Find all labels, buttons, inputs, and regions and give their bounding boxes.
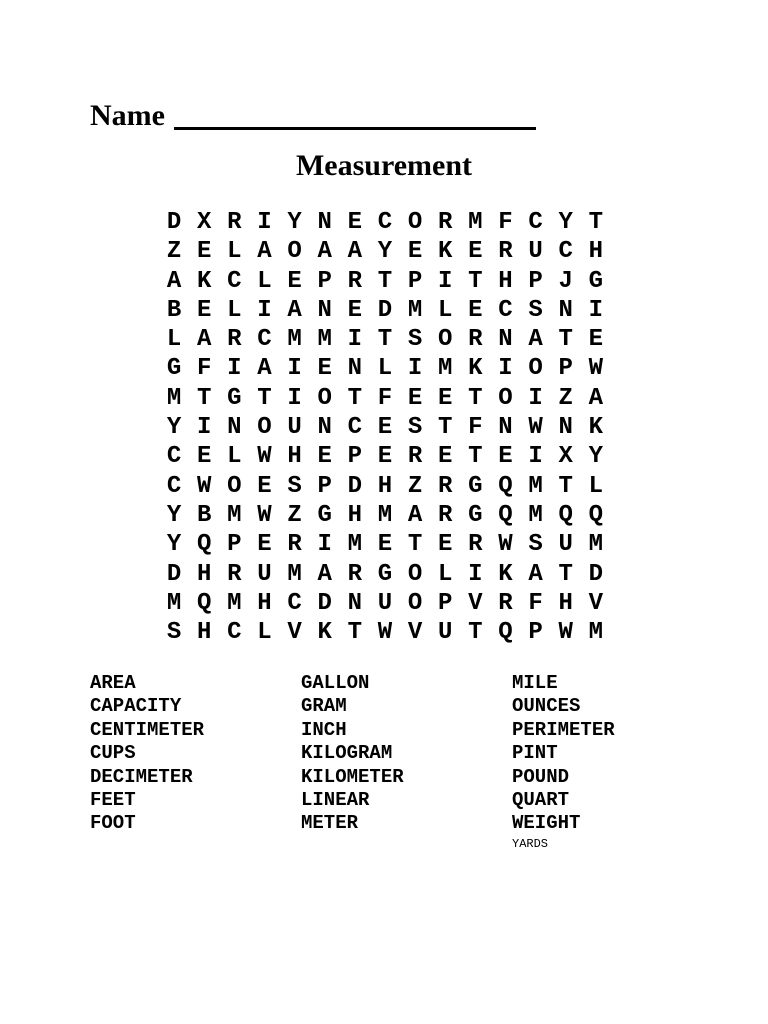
grid-letter[interactable]: W [528,414,543,442]
grid-letter[interactable]: A [317,238,332,266]
grid-letter[interactable]: T [196,384,212,412]
grid-letter[interactable]: N [498,414,513,442]
grid-letter[interactable]: M [588,619,604,647]
grid-row [159,237,611,266]
grid-letter[interactable]: E [468,238,483,266]
grid-letter[interactable]: M [227,501,242,529]
grid-letter[interactable]: A [317,560,332,588]
word-bank-item-small: YARDS [512,836,549,851]
grid-letter[interactable]: E [437,384,453,412]
word-bank-item: DECIMETER [90,765,193,788]
grid-row [159,442,611,471]
grid-letter[interactable]: N [317,209,332,236]
grid-letter[interactable]: G [166,355,182,383]
grid-letter[interactable]: O [528,355,543,383]
grid-letter[interactable]: N [498,326,513,354]
grid-letter[interactable]: C [227,267,242,295]
word-bank-item: QUART [512,788,570,811]
grid-letter[interactable]: E [317,443,332,471]
grid-letter[interactable]: V [407,619,423,647]
grid-row [159,208,611,237]
grid-letter[interactable]: M [166,384,182,412]
grid-letter[interactable]: M [528,501,543,529]
grid-letter[interactable]: R [407,443,423,471]
grid-letter[interactable]: E [498,443,513,471]
grid-letter[interactable]: O [257,414,272,442]
grid-letter[interactable]: K [588,414,604,442]
grid-letter[interactable]: H [257,589,272,617]
word-bank-item: CUPS [90,742,136,765]
grid-letter[interactable]: M [437,355,453,383]
grid-letter[interactable]: K [196,267,212,295]
word-bank-item: KILOGRAM [301,742,393,765]
grid-letter[interactable]: U [437,619,453,647]
grid-letter[interactable]: E [377,414,393,442]
grid-letter[interactable]: Q [498,472,513,500]
word-bank-item: FOOT [90,812,136,835]
grid-letter[interactable]: H [196,619,212,647]
grid-letter[interactable]: C [257,326,272,354]
grid-letter[interactable]: F [377,384,393,412]
grid-letter[interactable]: H [287,443,302,471]
grid-letter[interactable]: N [558,414,573,442]
grid-letter[interactable]: R [498,238,513,266]
grid-letter[interactable]: K [468,355,483,383]
grid-letter[interactable]: Y [166,531,182,559]
grid-letter[interactable]: Y [558,209,573,236]
grid-letter[interactable]: M [317,326,332,354]
grid-letter[interactable]: I [347,326,363,354]
grid-letter[interactable]: A [196,326,212,354]
grid-letter[interactable]: M [227,589,242,617]
grid-letter[interactable]: T [377,326,393,354]
grid-letter[interactable]: L [227,443,242,471]
grid-letter[interactable]: P [317,472,332,500]
grid-letter[interactable]: M [407,296,423,324]
grid-letter[interactable]: R [437,472,453,500]
grid-letter[interactable]: M [287,326,302,354]
grid-letter[interactable]: M [347,531,363,559]
grid-row [159,472,611,501]
grid-letter[interactable]: R [437,501,453,529]
grid-row [159,296,611,325]
word-bank-item: PINT [512,742,558,765]
grid-letter[interactable]: O [407,560,423,588]
grid-letter[interactable]: T [468,267,483,295]
grid-letter[interactable]: O [287,238,302,266]
grid-letter[interactable]: Q [196,531,212,559]
grid-letter[interactable]: T [558,472,573,500]
grid-letter[interactable]: L [588,472,604,500]
grid-row [159,325,611,354]
grid-letter[interactable]: D [588,560,604,588]
grid-letter[interactable]: X [196,209,212,236]
name-label: Name [90,99,165,132]
grid-letter[interactable]: Q [498,501,513,529]
grid-letter[interactable]: O [317,384,332,412]
grid-letter[interactable]: U [257,560,272,588]
grid-letter[interactable]: T [468,384,483,412]
grid-letter[interactable]: T [347,619,363,647]
grid-letter[interactable]: C [287,589,302,617]
grid-letter[interactable]: I [287,355,302,383]
grid-row [159,267,611,296]
grid-row [159,589,611,618]
grid-letter[interactable]: R [287,531,302,559]
grid-letter[interactable]: R [468,531,483,559]
grid-letter[interactable]: W [196,472,212,500]
grid-letter[interactable]: T [257,384,272,412]
grid-letter[interactable]: W [257,443,272,471]
grid-letter[interactable]: E [437,531,453,559]
grid-row [159,501,611,530]
grid-letter[interactable]: Q [558,501,573,529]
grid-letter[interactable]: G [377,560,393,588]
grid-letter[interactable]: I [498,355,513,383]
grid-letter[interactable]: Y [287,209,302,236]
grid-letter[interactable]: K [317,619,332,647]
grid-letter[interactable]: A [287,296,302,324]
grid-letter[interactable]: Y [377,238,393,266]
grid-letter[interactable]: M [377,501,393,529]
grid-letter[interactable]: R [468,326,483,354]
grid-letter[interactable]: P [558,355,573,383]
grid-letter[interactable]: Z [287,501,302,529]
grid-letter[interactable]: T [377,267,393,295]
grid-letter[interactable]: V [588,589,604,617]
grid-letter[interactable]: R [227,209,242,236]
grid-letter[interactable]: H [196,560,212,588]
grid-row [159,413,611,442]
word-column-1 [90,672,204,836]
grid-letter[interactable]: M [528,472,543,500]
grid-letter[interactable]: N [317,414,332,442]
grid-row [159,354,611,383]
grid-letter[interactable]: D [166,560,182,588]
grid-letter[interactable]: N [347,589,363,617]
page-title: Measurement [295,149,473,182]
grid-letter[interactable]: B [166,296,182,324]
grid-letter[interactable]: I [227,355,242,383]
grid-letter[interactable]: D [317,589,332,617]
name-field [90,96,536,136]
grid-letter[interactable]: H [498,267,513,295]
letter-grid [159,208,611,647]
grid-letter[interactable]: S [407,326,423,354]
grid-letter[interactable]: L [227,296,242,324]
grid-row [159,530,611,559]
grid-letter[interactable]: F [468,414,483,442]
grid-letter[interactable]: U [528,238,543,266]
grid-letter[interactable]: E [196,238,212,266]
grid-letter[interactable]: C [377,209,393,236]
grid-letter[interactable]: H [558,589,573,617]
grid-letter[interactable]: I [437,267,453,295]
grid-letter[interactable]: Q [196,589,212,617]
grid-letter[interactable]: O [407,589,423,617]
grid-letter[interactable]: E [347,296,363,324]
grid-letter[interactable]: E [347,209,363,236]
grid-letter[interactable]: I [588,296,604,324]
grid-letter[interactable]: Y [166,414,182,442]
grid-letter[interactable]: L [437,296,453,324]
word-bank-item: KILOMETER [301,765,404,788]
grid-letter[interactable]: A [407,501,423,529]
word-bank-item: MILE [512,672,558,694]
grid-letter[interactable]: S [166,619,182,647]
grid-letter[interactable]: E [377,443,393,471]
word-column-3 [512,672,615,852]
grid-letter[interactable]: E [377,531,393,559]
grid-letter[interactable]: W [257,501,272,529]
grid-letter[interactable]: G [317,501,332,529]
grid-letter[interactable]: D [347,472,363,500]
grid-letter[interactable]: U [377,589,393,617]
grid-letter[interactable]: E [468,296,483,324]
grid-letter[interactable]: P [437,589,453,617]
grid-letter[interactable]: Z [166,238,182,266]
grid-letter[interactable]: P [528,267,543,295]
grid-letter[interactable]: R [347,560,363,588]
grid-letter[interactable]: L [227,238,242,266]
grid-letter[interactable]: M [468,209,483,236]
grid-letter[interactable]: E [588,326,604,354]
grid-letter[interactable]: W [588,355,604,383]
grid-letter[interactable]: T [468,443,483,471]
grid-letter[interactable]: N [227,414,242,442]
grid-letter[interactable]: R [227,560,242,588]
grid-letter[interactable]: S [528,296,543,324]
word-bank-item: INCH [301,718,347,741]
grid-letter[interactable]: T [558,560,573,588]
grid-letter[interactable]: F [528,589,543,617]
grid-letter[interactable]: P [227,531,242,559]
grid-letter[interactable]: A [166,267,182,295]
grid-letter[interactable]: A [528,326,543,354]
word-bank-item: METER [301,812,359,835]
grid-letter[interactable]: G [588,267,604,295]
grid-letter[interactable]: E [317,355,332,383]
grid-row [159,618,611,647]
grid-letter[interactable]: T [588,209,604,236]
grid-letter[interactable]: W [377,619,393,647]
grid-letter[interactable]: V [287,619,302,647]
grid-letter[interactable]: C [166,443,182,471]
grid-letter[interactable]: I [257,296,272,324]
grid-letter[interactable]: E [196,296,212,324]
grid-letter[interactable]: E [257,472,272,500]
grid-letter[interactable]: Z [407,472,423,500]
grid-letter[interactable]: E [196,443,212,471]
grid-letter[interactable]: D [377,296,393,324]
grid-letter[interactable]: O [227,472,242,500]
grid-letter[interactable]: T [407,531,423,559]
grid-letter[interactable]: N [317,296,332,324]
grid-letter[interactable]: C [166,472,182,500]
grid-letter[interactable]: K [498,560,513,588]
grid-letter[interactable]: L [377,355,393,383]
name-blank-line[interactable] [174,127,536,130]
grid-letter[interactable]: T [437,414,453,442]
grid-letter[interactable]: T [558,326,573,354]
grid-letter[interactable]: N [347,355,363,383]
grid-letter[interactable]: O [407,209,423,236]
grid-letter[interactable]: U [287,414,302,442]
word-bank-item: FEET [90,788,136,811]
grid-row [159,384,611,413]
grid-letter[interactable]: R [437,209,453,236]
grid-letter[interactable]: L [257,267,272,295]
grid-letter[interactable]: W [498,531,513,559]
grid-letter[interactable]: C [227,619,242,647]
word-bank-item: CAPACITY [90,695,182,718]
word-bank-item: WEIGHT [512,812,581,835]
grid-letter[interactable]: S [528,531,543,559]
grid-letter[interactable]: O [437,326,453,354]
grid-letter[interactable]: I [528,384,543,412]
grid-letter[interactable]: Q [588,501,604,529]
word-bank-item: CENTIMETER [90,718,205,741]
grid-letter[interactable]: B [196,501,212,529]
grid-letter[interactable]: M [287,560,302,588]
grid-letter[interactable]: L [257,619,272,647]
word-bank-item: GALLON [301,672,370,694]
grid-letter[interactable]: C [347,414,363,442]
grid-letter[interactable]: T [347,384,363,412]
grid-letter[interactable]: E [257,531,272,559]
grid-letter[interactable]: I [317,531,332,559]
word-bank-item: GRAM [301,695,347,718]
grid-letter[interactable]: H [377,472,393,500]
grid-letter[interactable]: R [347,267,363,295]
grid-letter[interactable]: A [588,384,604,412]
grid-letter[interactable]: I [196,414,212,442]
grid-letter[interactable]: R [498,589,513,617]
grid-letter[interactable]: L [437,560,453,588]
grid-letter[interactable]: A [347,238,363,266]
grid-letter[interactable]: C [528,209,543,236]
grid-letter[interactable]: I [528,443,543,471]
word-bank-item: LINEAR [301,788,370,811]
grid-letter[interactable]: Y [588,443,604,471]
grid-letter[interactable]: P [317,267,332,295]
grid-letter[interactable]: A [528,560,543,588]
grid-letter[interactable]: Q [498,619,513,647]
grid-letter[interactable]: G [227,384,242,412]
grid-letter[interactable]: E [407,384,423,412]
grid-letter[interactable]: H [347,501,363,529]
word-bank-item: OUNCES [512,695,581,718]
grid-letter[interactable]: F [498,209,513,236]
grid-letter[interactable]: S [407,414,423,442]
grid-letter[interactable]: E [407,238,423,266]
grid-letter[interactable]: I [468,560,483,588]
grid-letter[interactable]: J [558,267,573,295]
grid-letter[interactable]: L [166,326,182,354]
grid-letter[interactable]: P [347,443,363,471]
grid-letter[interactable]: W [558,619,573,647]
grid-letter[interactable]: N [558,296,573,324]
grid-letter[interactable]: C [558,238,573,266]
grid-letter[interactable]: P [407,267,423,295]
word-bank-item: AREA [90,672,136,694]
grid-letter[interactable]: P [528,619,543,647]
grid-letter[interactable]: G [468,472,483,500]
grid-letter[interactable]: Y [166,501,182,529]
grid-letter[interactable]: I [407,355,423,383]
grid-row [159,560,611,589]
grid-letter[interactable]: U [558,531,573,559]
grid-letter[interactable]: I [257,209,272,236]
grid-letter[interactable]: S [287,472,302,500]
word-column-2 [301,672,404,836]
word-bank-item: PERIMETER [512,718,615,741]
grid-letter[interactable]: V [468,589,483,617]
grid-letter[interactable]: A [257,355,272,383]
grid-letter[interactable]: C [498,296,513,324]
grid-letter[interactable]: I [287,384,302,412]
grid-letter[interactable]: H [588,238,604,266]
grid-letter[interactable]: X [558,443,573,471]
grid-letter[interactable]: O [498,384,513,412]
grid-letter[interactable]: Z [558,384,573,412]
grid-letter[interactable]: M [166,589,182,617]
grid-letter[interactable]: F [196,355,212,383]
grid-letter[interactable]: G [468,501,483,529]
grid-letter[interactable]: K [437,238,453,266]
grid-letter[interactable]: T [468,619,483,647]
grid-letter[interactable]: R [227,326,242,354]
grid-letter[interactable]: M [588,531,604,559]
grid-letter[interactable]: E [437,443,453,471]
word-bank-item: POUND [512,765,570,788]
grid-letter[interactable]: D [166,209,182,236]
grid-letter[interactable]: A [257,238,272,266]
grid-letter[interactable]: E [287,267,302,295]
